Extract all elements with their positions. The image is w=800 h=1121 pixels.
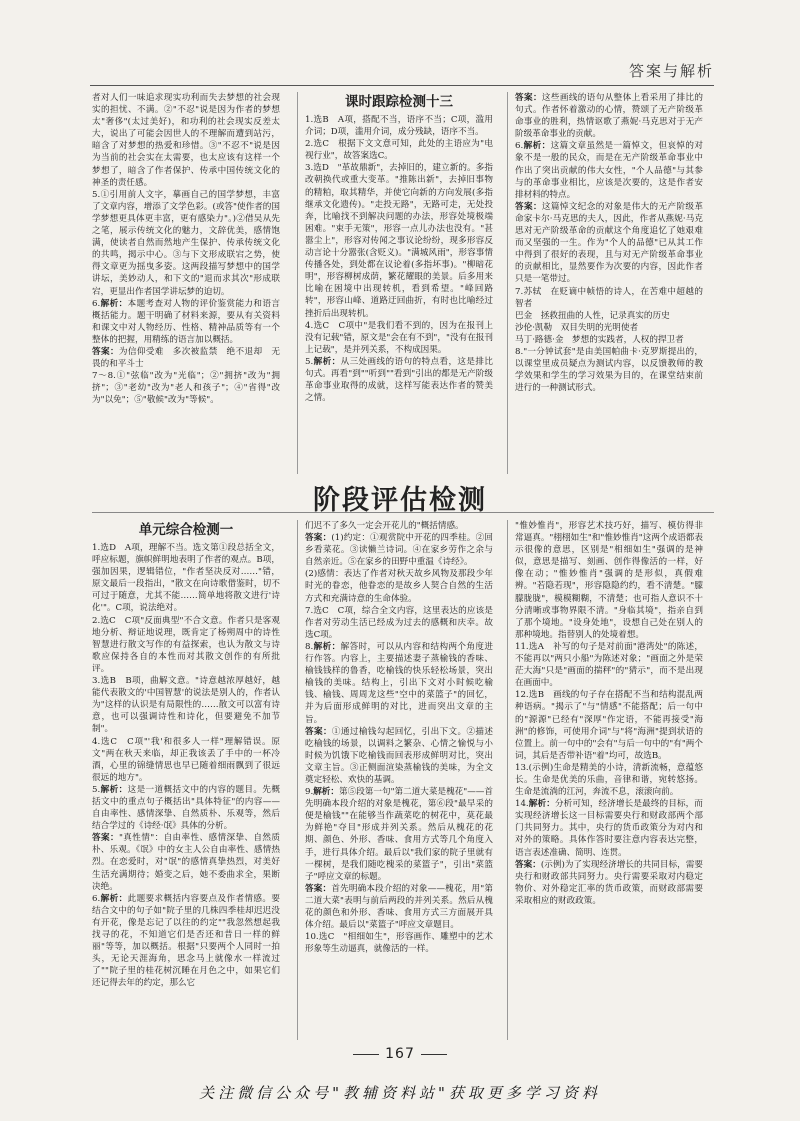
- paragraph: 马丁·路德·金 梦想的实践者，人权的捍卫者: [515, 334, 684, 345]
- section-heading: 单元综合检测一: [138, 522, 234, 538]
- answer-label: 答案：: [515, 201, 542, 212]
- paragraph: 巴金 拯救扭曲的人性，记录真实的历史: [515, 310, 670, 321]
- paragraph: 5.①引用前人文字，摹画自己的国学梦想，丰富了文章内容，增添了文学色彩。(或答"使作者的国学梦想更具体更丰富，更有感染力"。)②借吴从先之笔，展示传统文化的魅力，文辞优美，感情饱满，使读者自然而然地产生保护、传承传统文化的共鸣，揭示中心。③与下文形成联宕之势，使得文章更为摇曳多姿。这两段描写梦想中的国学讲坛，美妙动人，和下文的"退而求其次"形成联宕，更显出作者国学讲坛梦的迫切。: [92, 189, 280, 297]
- title-rule: [92, 512, 714, 513]
- paragraph: 5.解析：这是一道概括文中的内容的题目。先概括文中的重点句子概括出"具体特征"的内容——自由率性、感情深挚、自然质朴、乐观等，然后结合学过的《诗经·氓》具体的分析。: [92, 784, 280, 832]
- paragraph: 3.选B B项，曲解文意。"诗意越浓厚越好，越能代表散文的'中国智慧'的说法是别人的，作者认为"这样的认识是有局限性的……散文可以富有诗意，也可以强调诗性和诗化，但要避免不加节制"。: [92, 676, 280, 735]
- paragraph: 答案：①通过榆钱勾起回忆，引出下文。②描述吃榆钱的场景，以调料之繁杂、心情之愉悦与小时候为饥饿下吃榆钱而回表形成鲜明对比，突出文章主旨。③正侧面渲染蒸榆钱的美味，为全文奠定轻松、欢快的基调。: [305, 726, 493, 785]
- answer-label: 解析：: [313, 356, 341, 367]
- page-number-dash: [421, 1054, 447, 1055]
- paragraph: 11.选A 补写的句子是对前面"港湾处"的陈述，不能再以"两只小船"为陈述对象；"画面之外是荣茫大海"只是"画面的揣秤"的"猜示"，而不是出现在画面中。: [515, 641, 703, 689]
- answer-label: 答案：: [305, 883, 332, 894]
- paragraph: 沙伦·凯勒 双目失明的光明使者: [515, 322, 639, 333]
- paragraph: 者对人们一味追求现实功利而失去梦想的社会现实的担忧、不满。②"不忍"说是因为作者的梦想太"奢侈"(太过美好)，和功利的社会现实反差太大，说出了可能会因世人的不理解而遭到站污，暗含了对梦想的热爱和珍惜。③"不忍不"说是因为当前的社会实在太需要，也太应该有这样一个梦想了，暗含了作者保护、传承中国传统文化的神圣的责任感。: [92, 93, 280, 188]
- paragraph: 8.解析：解答时，可以从内容和结构两个角度进行作答。内容上，主要描述妻子蒸榆钱的香味、榆钱钱样的鲁香，吃榆钱的快乐轻松场景，突出榆钱的美味。结构上，引出下文对小时候吃榆钱、榆钱、周周龙这些"空中的菜篮子"的回忆，并为后面形成鲜明的对比，进而突出文章的主旨。: [305, 641, 493, 725]
- paragraph: 10.选C "相细如生"，形容画作、雕塑中的艺术形象等生动逼真，就像活的一样。: [305, 932, 493, 955]
- paragraph: "惟妙惟肖"，形容艺术技巧好，描写、模仿得非常逼真。"栩栩如生"和"惟妙惟肖"这两个成语都表示很像的意思，区别是"相细如生"强调的是神似，意思是描写、刻画、创作得像活的一样，好像在动；"惟妙惟肖"强调的是形似，真假难辨。"若隐若现"，形容隐隐约约，看不清楚。"朦朦胧胧"，模模糊糊，不清楚；也可指人意识不十分清晰或事物界限不清。"身临其境"，指亲自到了那个境地。"设身处地"，设想自己处在别人的那种境地。指替别人的处境着想。: [515, 521, 703, 640]
- top-right-column: [515, 92, 703, 472]
- paragraph: 13.(示例)生命是精美的小诗，清新流畅，意蕴悠长。生命是优美的乐曲，音律和谐，宛转悠扬。生命是流淌的江河，奔流不息，滚滚向前。: [515, 762, 703, 798]
- answer-label: 解析：: [528, 799, 555, 810]
- section-label: 答案与解析: [628, 62, 714, 80]
- section-heading: 课时跟踪检测十三: [345, 94, 453, 110]
- paragraph: (2)感情：表达了作者对秋天故乡风物及那段少年时光的眷恋，他眷恋的是故乡人契合自然的生活方式和充满诗意的生命体验。: [305, 569, 493, 604]
- page-number-dash: [353, 1054, 379, 1055]
- answer-label: 答案：: [515, 859, 541, 870]
- paragraph: 1.选B A项，搭配不当，语序不当；C项，滥用介词；D项，滥用介词，成分残缺，语序不当。: [305, 115, 493, 138]
- paragraph: 2.选C C项"反面典型"不合文意。作者只是客观地分析、辩证地说理，既肯定了杨朔周中的诗性智慧进行散文写作的有益探索，也认为散文与诗歌应保持各自的本性而对其散文创作的有所批评。: [92, 615, 280, 674]
- answer-label: 解析：: [313, 641, 341, 652]
- bottom-middle-column: [305, 520, 493, 1040]
- paragraph: 8."一分钟试套"是由美国帕曲卡·克罗斯提出的，以课堂里成员疑点为测试内容，以反馈教师的教学效果和学生的学习效果为目的，在课堂结束前进行的一种测试形式。: [515, 346, 703, 394]
- answer-label: 解析：: [100, 298, 128, 309]
- paragraph: 6.解析：这篇文章虽然是一篇悼文，但哀悼的对象不是一般的民众，而是在无产阶级革命事业中作出了突出贡献的伟大女性，"个人品德"与其参与的革命事业相比，应该是次要的，这是作者安排材料的特点。: [515, 141, 703, 200]
- paragraph: 12.选B 画线的句子存在搭配不当和结构混乱两种语病。"揭示了"与"情感"不能搭配；后一句中的"源源"已经有"深厚"作定语，不能再接受"海洲"的修饰，可使用介词"与"将"海洲"提到状语的位置上。前一句中的"会有"与后一句中的"有"两个词，其后是否带补语"着"均可，故选B。: [515, 690, 703, 761]
- answer-label: 解析：: [313, 787, 339, 798]
- paragraph: 9.解析：第⑤段第一句"第二道大菜是槐花"——首先明确本段介绍的对象是槐花，第⑥段"最早采的便是榆钱""在能够当作蔬菜吃的树花中，莫花最为鲜艳"夺目"形成并列关系。然后从槐花的花期、颜色、外形、香味、食用方式等几个角度入手，进行具体介绍。最后以"我们家的院子里就有一棵树，是我们随吃槐采的菜篮子"，引出"菜篮子"呼应文章的标题。: [305, 787, 493, 882]
- column-divider: [507, 92, 508, 474]
- paragraph: 们迟不了多久一定会开花儿的"概括情感。: [305, 521, 464, 531]
- paragraph: 答案：这些画线的语句从整体上看采用了排比的句式。作者怀着激动的心情，赞颂了无产阶级革命事业的胜利，热情讴歌了燕妮·马克思对于无产阶级革命事业的贡献。: [515, 93, 703, 140]
- header-rule: [90, 85, 714, 86]
- page-number-text: 167: [385, 1046, 415, 1062]
- page-number: [0, 1046, 800, 1062]
- paragraph: 答案：首先明确本段介绍的对象——槐花，用"第二道大菜"表明与前后两段的并列关系。然后从槐花的颜色和外形、香味、食用方式三方面展开具体介绍。最后以"菜篮子"呼应文章题目。: [305, 883, 493, 931]
- bottom-left-column: [92, 520, 280, 1040]
- paragraph: 2.选C 根据下文文意可知，此处的主语应为"电视行业"，故答案选C。: [305, 139, 493, 162]
- top-left-column: [92, 92, 280, 472]
- column-divider: [297, 92, 298, 474]
- paragraph: 5.解析：从三处画线的语句的特点看，这是排比句式。再看"到""听到""看到"引出的都是无产阶级革命事业取得的成就，这样写能表达作者的赞美之情。: [305, 356, 493, 404]
- answer-label: 解析：: [100, 784, 128, 795]
- paragraph: 答案："真性情"：自由率性、感情深挚、自然质朴、乐观。《氓》中的女主人公自由率性、感情热烈。在恋爱时，对"氓"的感情真挚热烈，对美好生活充满期待；婚变之后，她不委曲求全，果断决绝。: [92, 833, 280, 892]
- paragraph: 3.选D "革故鼎新"，去掉旧的，建立新的。多指改朝换代或重大变革。"推陈出新"，去掉旧事物的精粕，取其精华，并使它向新的方向发展(多指继承文化遗传)。"走投无路"，无路可走，无处投奔，比喻找不到解决问题的办法，形容处境极端困难。"束手无策"，形容一点儿办法也没有。"甚嚣尘上"，形容对传闻之事议论纷纷，现多形容反动言论十分嚣张(含贬义)。"满城风雨"，形容事情传播各处，到处都在议论着(多指坏事)。"柳暗花明"，形容柳树成荫，繁花耀眼的美景。后多用来比喻在困境中出现转机，看到希望。"峰回路转"，形容山峰、道路迂回曲折，有时也比喻经过挫折后出现转机。: [305, 163, 493, 319]
- column-divider: [507, 520, 508, 1040]
- paragraph: 答案：(1)约定：①观赏院中开花的四季桂。②回乡看菜花。③读懒兰诗词。④在家乡劳作之余与自然亲近。⑤在家乡的田野中重温《诗经》。: [305, 533, 493, 568]
- paragraph: 4.选C C项中"是我们看不到的，因为在报刊上没有记载"错，原文是"会在有不到"，"没有在报刊上记载"，是并列关系，不构成因果。: [305, 320, 493, 355]
- paragraph: 6.解析：本题考查对人物的评价鉴赏能力和语言概括能力。题干明确了材料来源，要从有关资料和课文中对人物经历、性格、精神品质等有一个整体的把握，用精练的语言加以概括。: [92, 298, 280, 345]
- paragraph: 答案：(示例)为了实现经济增长的共同目标，需要央行和财政部共同努力。央行需要采取对内稳定物价、对外稳定汇率的货币政策，而财政部需要采取相应的财政政策。: [515, 859, 703, 906]
- footer-watermark-text: 关注微信公众号"教辅资料站"获取更多学习资料: [199, 1084, 601, 1102]
- answer-label: 答案：: [515, 93, 542, 103]
- paragraph: 14.解析：分析可知，经济增长是最终的目标，而实现经济增长这一目标需要央行和财政部两个部门共同努力。其中，央行的货币政策分为对内和对外的策略。具体作答时要注意内容表达完整，语言表述准确、简明、连贯。: [515, 799, 703, 858]
- paragraph: 7.选C C项，综合全文内容，这里表达的应该是作者对劳动生活已经成为过去的感概和庆幸。故选C项。: [305, 605, 493, 640]
- paragraph: 6.解析：此题要求概括内容要点及作者情感。要结合文中的句子如"院子里的几株四季桂却迟迟没有开花，像是忘记了以往的约定""我忽然想起我找寻的花，不知道它们是否还和昔日一样的鲜丽"等等，加以概括。根据"只要两个人同时一拍头，无论天涯海角，思念马上就像水一样流过了""院子里的桂花树沉睡在月色之中，如果它们还记得去年的约定，那么它: [92, 893, 280, 989]
- paragraph: 答案：这篇悼文纪念的对象是伟大的无产阶级革命家卡尔·马克思的夫人，因此，作者从燕妮·马克思对无产阶级革命的贡献这个角度追忆了她艰难而又坚强的一生。作为"个人的品德"已从其工作中得到了很好的表现，且与对无产阶级革命事业的贡献相比，显然要作为次要的内容，因此作者只是一笔带过。: [515, 201, 703, 285]
- main-section-title: 阶段评估检测: [313, 485, 487, 516]
- paragraph: 7.苏轼 在贬谪中帧悟的诗人，在苦难中超越的智者: [515, 286, 703, 309]
- paragraph: 7～8.①"弦临"改为"光临"；②"拥挤"改为"拥挤"；③"老幼"改为"老人和孩子"；④"省得"改为"以免"；⑤"敬候"改为"等候"。: [92, 371, 280, 406]
- paragraph: 4.选C C项"'我'和很多人一样"理解错误。原文"两在秋天来临，却正我该丢了手中的一杯冷酒，心里的锦缝情思也早已随着细雨飘到了很远很远的地方"。: [92, 736, 280, 783]
- answer-label: 答案：: [92, 833, 119, 844]
- top-middle-column: [305, 92, 493, 472]
- answer-label: 解析：: [100, 893, 128, 904]
- answer-label: 答案：: [305, 533, 332, 544]
- bottom-right-column: [515, 520, 703, 1040]
- answer-label: 答案：: [92, 346, 119, 357]
- column-divider: [297, 520, 298, 1040]
- paragraph: 答案：为信仰受难 多次被监禁 绝不退却 无畏的和平斗士: [92, 346, 280, 370]
- answer-label: 解析：: [523, 141, 551, 152]
- answer-label: 答案：: [305, 726, 332, 737]
- paragraph: 1.选D A项，理解不当。选文第①段总括全文，呼应标题，旗帜鲜明地表明了作者的观点。B项，强加因果，逻辑错位，"作者坚决反对……"错，原文最后一段指出，"散文在向诗歌借鉴时，切不可过于随意，尤其不能……简单地将散文进行'诗化'"。C项，说法绝对。: [92, 543, 280, 614]
